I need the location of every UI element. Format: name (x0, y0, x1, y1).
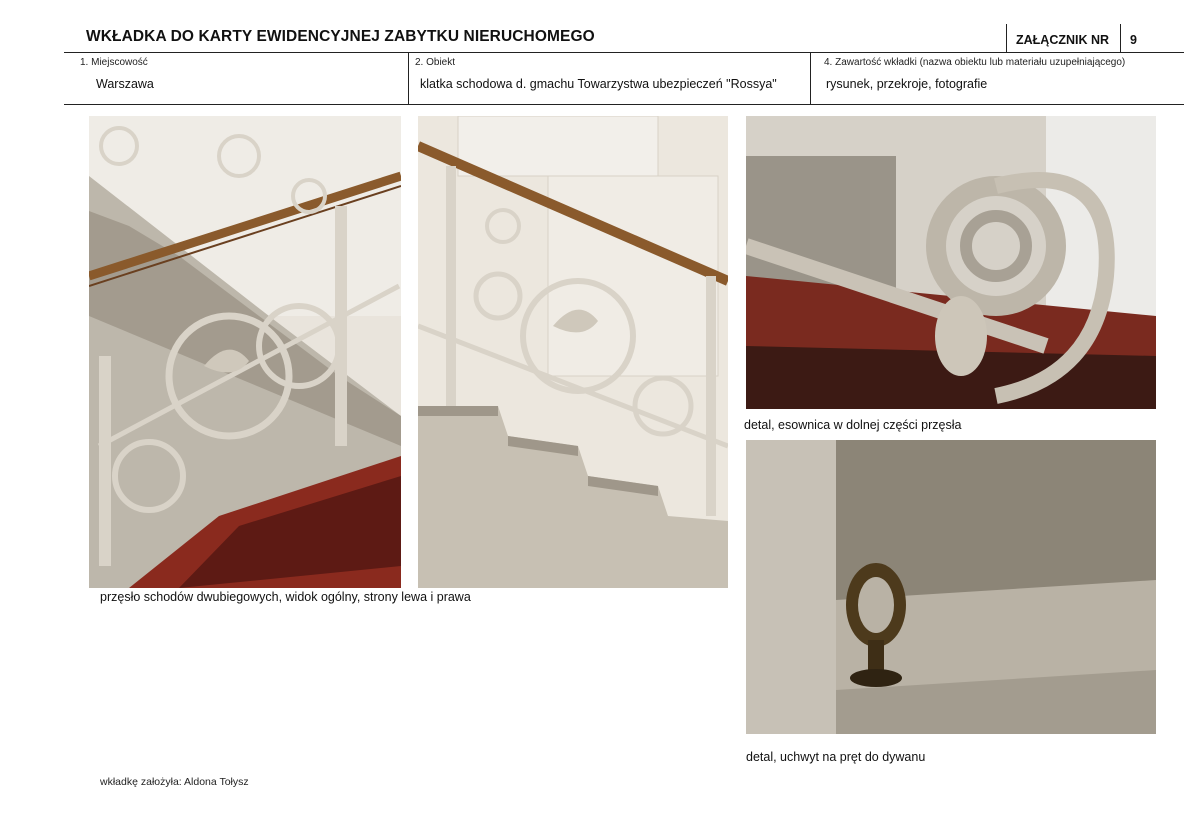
field-label-location: 1. Miejscowość (80, 57, 148, 68)
field-label-object: 2. Obiekt (415, 57, 456, 68)
fields-rule (64, 104, 1184, 105)
annex-label: ZAŁĄCZNIK NR (1016, 33, 1110, 47)
photo-staircase-left (89, 116, 401, 588)
field-value-object: klatka schodowa d. gmachu Towarzystwa ubezpieczeń "Rossya" (420, 77, 777, 91)
field-label-contents: 4. Zawartość wkładki (nazwa obiektu lub materiału uzupełniającego) (824, 57, 1126, 68)
annex-divider (1120, 24, 1121, 52)
field-value-contents: rysunek, przekroje, fotografie (826, 77, 988, 91)
caption-detail-scroll: detal, esownica w dolnej części przęsła (744, 418, 962, 432)
field-divider-1 (408, 52, 409, 104)
author-note: wkładkę założyła: Aldona Tołysz (100, 776, 249, 788)
page-title: WKŁADKA DO KARTY EWIDENCYJNEJ ZABYTKU NIERUCHOMEGO (86, 28, 595, 45)
header-rule (64, 52, 1184, 53)
field-value-location: Warszawa (96, 77, 154, 91)
photo-detail-rod-holder (746, 440, 1156, 734)
photo-detail-scroll (746, 116, 1156, 409)
caption-staircase-overview: przęsło schodów dwubiegowych, widok ogólny, strony lewa i prawa (100, 590, 471, 604)
photo-staircase-right (418, 116, 728, 588)
annex-number: 9 (1130, 33, 1137, 47)
caption-detail-rod-holder: detal, uchwyt na pręt do dywanu (746, 750, 926, 764)
field-divider-2 (810, 52, 811, 104)
